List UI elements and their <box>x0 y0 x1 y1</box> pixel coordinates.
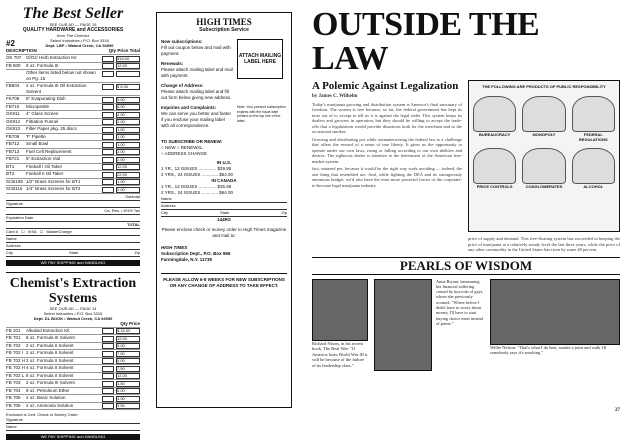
qty-field[interactable] <box>102 172 114 178</box>
chemist-see-ad: SEE OUR AD — PAGE 14 <box>49 305 97 311</box>
article-paragraph-2: Growing and distributing pot while outmaneuvering the federal law is a challenge that offers the reward of a sense of true liberty. It gives us the opportunity to operate under our own laws, rising or falling according to our own abilities and desires. The righteous dealer is attentive to the betterment of the American free-market system. <box>312 136 462 164</box>
item-description: 5" Extraction Vial <box>26 156 61 161</box>
item-code: FB 702 I <box>6 350 24 355</box>
table-row <box>6 104 140 112</box>
item-description: 8 oz. Formula III <box>26 62 59 68</box>
item-price: 4.00 <box>116 396 140 402</box>
mail-line-2: Farmingdale, N.Y. 11735 <box>161 257 213 262</box>
qty-field[interactable] <box>102 351 114 357</box>
item-price: 2.00 <box>116 157 140 163</box>
sub-address-line[interactable]: Address <box>161 203 287 210</box>
chemist-address: Select Industries • P.O. Box 3316 <box>43 310 103 316</box>
chemist-name-line[interactable]: Name <box>6 424 140 431</box>
item-price: 12.00 <box>116 164 140 170</box>
item-code: FB 702 <box>6 342 21 348</box>
item-code: FB709 <box>6 133 20 139</box>
sub-zip-label: Zip <box>281 210 287 215</box>
table-row <box>6 350 140 358</box>
canada-heading: IN CANADA <box>211 178 237 183</box>
table-row <box>6 358 140 366</box>
cartoon-figure <box>473 148 516 189</box>
cartoon-label-2: MONOPOLY <box>532 132 556 137</box>
change-address-text: Please attach mailing label and fill out form below giving new address. <box>161 89 232 100</box>
item-price: 7.50 <box>116 366 140 372</box>
mail-line-1: Subscription Dept., P.O. Box 965 <box>161 251 231 256</box>
table-row <box>6 141 140 149</box>
item-price: 6.00 <box>116 104 140 110</box>
article-paragraph-4: price of supply and demand. This free-floating system has succeeded in keeping the price of marijuana at a relatively steady level the last three years, while the price of any other commodity in the United States has risen by some 40 percent. <box>468 236 620 252</box>
item-code: OK 707 <box>6 55 22 60</box>
item-description: 2 oz. Formula II Solvent <box>26 357 74 363</box>
pearls-heading: PEARLS OF WISDOM <box>312 257 620 275</box>
cartoon-caption: THE FOLLOWING ARE PRODUCTS OF PUBLIC RESPONSIBILITY <box>482 84 606 89</box>
cartoon-figure <box>522 96 565 142</box>
option-renewal-label: RENEWAL <box>180 145 203 150</box>
qty-field[interactable] <box>102 142 114 148</box>
qty-header: Qty Price Total <box>108 48 140 53</box>
canada-rate-1[interactable]: 1 YR., 12 ISSUES .............. $35.95 <box>161 184 232 189</box>
item-description: 8 oz. Formula II Solvent <box>26 372 74 378</box>
table-row <box>6 149 140 157</box>
item-code: FK708 <box>6 96 20 101</box>
table-row <box>6 156 140 164</box>
item-code: FB604 <box>6 83 20 88</box>
enclose-note: Please enclose check or money order to High Times magazine and mail to: <box>161 227 287 238</box>
item-price: 1.00 <box>116 179 140 185</box>
item-code: FB 702 H <box>6 365 26 370</box>
item-code: FB 705 <box>6 395 21 400</box>
signature-line[interactable]: Signature <box>6 201 140 208</box>
from-chemist: from The Chemist <box>57 33 89 38</box>
item-code: SCB108 <box>6 178 23 184</box>
item-price: 3.50 <box>116 403 140 409</box>
see-ad-note: SEE OUR AD — PAGE 15 <box>49 22 97 27</box>
item-code: FB 201 <box>6 327 21 333</box>
item-price: 5.00 <box>116 343 140 349</box>
city-line[interactable] <box>6 250 140 257</box>
qty-field[interactable] <box>102 71 114 77</box>
item-description: Filtration Funnel <box>26 118 59 124</box>
item-description: Alkaloid Extraction Kit <box>26 327 70 333</box>
item-description: Other items listed below not shown on Pg. 15 <box>26 70 96 81</box>
tax-line[interactable]: Ca. Res. • 6½% Tax <box>6 208 140 215</box>
qty-field[interactable] <box>102 119 114 125</box>
item-description: 8 oz. Petroleum Ether <box>26 387 70 393</box>
new-sub-heading: New subscriptions: <box>161 39 203 44</box>
item-code: GK812 <box>6 118 21 124</box>
item-price: $15.00 <box>116 56 140 62</box>
chemist-qty-header: Qty Price <box>120 320 140 326</box>
item-description: 'F' Pipette <box>26 133 46 139</box>
item-code: FB 701 <box>6 335 21 340</box>
weeks-notice: PLEASE ALLOW 6-8 WEEKS FOR NEW SUBSCRIPTIONS OR ANY CHANGE OF ADDRESS TO TAKE EFFECT. <box>161 273 287 289</box>
item-price: 1.00 <box>116 142 140 148</box>
nelson-photo <box>490 279 620 345</box>
item-description: 1/2" Brass Screens for BT1 <box>26 178 81 184</box>
subscribe-heading: TO SUBSCRIBE OR RENEW: <box>161 139 223 144</box>
qty-field[interactable] <box>102 403 114 409</box>
canada-rate-2[interactable]: 2 YRS., 24 ISSUES ............. $64.00 <box>161 190 233 195</box>
item-price: 7.50 <box>116 351 140 357</box>
expiration-line[interactable]: Expiration Date <box>6 215 140 222</box>
table-header <box>6 48 140 55</box>
cartoon-label-5: CONGLOMERATES <box>525 184 563 189</box>
qty-field[interactable] <box>102 373 114 379</box>
table-row <box>6 96 140 104</box>
item-price: 2.00 <box>116 187 140 193</box>
us-heading: IN U.S. <box>216 160 232 165</box>
qty-field[interactable] <box>102 366 114 372</box>
qty-field[interactable] <box>102 358 114 364</box>
item-code: SCB116 <box>6 186 23 191</box>
item-description: 2 oz. Formula III Solvent <box>26 380 75 385</box>
item-description: 2 oz. Basic Solution <box>26 395 66 400</box>
item-code: FB 800 <box>6 62 21 68</box>
high-times-title: HIGH TIMES <box>196 17 252 27</box>
renewals-heading: Renewals: <box>161 61 184 66</box>
nixon-photo <box>312 279 368 341</box>
mastercharge-label: MasterCharge <box>46 228 72 234</box>
qty-field[interactable] <box>102 134 114 140</box>
item-price: 1.00 <box>116 134 140 140</box>
cartoon-label-4: PRICE CONTROLS <box>476 184 513 189</box>
option-new-label: NEW <box>164 145 176 150</box>
qty-field[interactable] <box>102 343 114 349</box>
inquiries-heading: Inquiries and Complaints: <box>161 105 217 110</box>
tagline: QUALITY HARDWARE and ACCESSORIES <box>22 27 124 33</box>
item-description: 2 oz. Ammonia Solution <box>26 402 74 408</box>
total-line[interactable]: TOTAL <box>6 222 140 229</box>
table-row <box>6 335 140 343</box>
table-row <box>6 365 140 373</box>
table-row <box>6 179 140 187</box>
table-row <box>6 55 140 63</box>
table-row <box>6 395 140 403</box>
item-code: GK811 <box>6 111 20 116</box>
item-description: Fireball II Oil Taker <box>26 171 64 176</box>
item-description: Filter Paper pkg. 25 discs <box>26 126 77 131</box>
qty-field[interactable] <box>102 157 114 163</box>
item-description: 2 oz. Formula II Solvent <box>26 342 74 348</box>
card-line <box>6 229 140 236</box>
subtotal-line[interactable]: Subtotal <box>6 194 140 201</box>
qty-field[interactable] <box>102 56 114 62</box>
table-row <box>6 373 140 381</box>
inquiries-text: We can serve you better and faster if you enclose your mailing label with all correspondence. <box>161 111 231 128</box>
item-code: FB 704 <box>6 387 21 393</box>
cartoon-figure <box>473 96 516 142</box>
item-price: $ 6.00 <box>116 84 140 90</box>
table-row <box>6 70 140 83</box>
qty-field[interactable] <box>102 84 114 90</box>
item-code: BT1 <box>6 163 15 169</box>
us-rate-1[interactable]: 1 YR., 12 ISSUES .............. $29.95 <box>161 166 232 171</box>
badge: #2 <box>6 38 15 48</box>
item-price: 12.00 <box>116 63 140 69</box>
chemist-shipping-banner: WE PAY SHIPPING and HANDLING <box>6 434 140 440</box>
high-times-subtitle: Subscription Service <box>199 27 249 33</box>
item-description: 6" Evaporating Dish <box>26 96 66 101</box>
cartoon-figure <box>572 96 615 142</box>
visa-checkbox[interactable]: ☐ <box>21 228 25 234</box>
item-code: GK813 <box>6 126 21 131</box>
article-title: A Polemic Against Legalization <box>312 80 459 92</box>
order-rows <box>6 55 140 194</box>
item-description: 2 oz. Formula II Solvent <box>26 350 74 355</box>
table-row <box>6 388 140 396</box>
table-row <box>6 403 140 411</box>
item-price: 22.00 <box>116 172 140 178</box>
item-code: FB 702 L <box>6 372 25 378</box>
table-row <box>6 134 140 142</box>
article-column <box>302 0 630 420</box>
item-description: 1/4" Brass Screens for BT2 <box>26 186 81 191</box>
subscription-card <box>156 12 292 408</box>
qty-field[interactable] <box>102 97 114 103</box>
item-description: Fireball I Oil Taker <box>26 163 63 169</box>
mail-title: HIGH TIMES <box>161 245 188 250</box>
table-row <box>6 186 140 194</box>
item-code: BT2 <box>6 171 15 176</box>
qty-field[interactable] <box>102 179 114 185</box>
article-headline: OUTSIDE THE LAW <box>312 6 540 77</box>
bryant-photo <box>374 279 432 371</box>
item-code: FB721 <box>6 156 20 161</box>
item-code: FB 702 H <box>6 357 26 363</box>
item-price: 12.00 <box>116 373 140 379</box>
qty-field[interactable] <box>102 112 114 118</box>
change-address-heading: Change of Address: <box>161 83 204 88</box>
article-byline: by James C. Wilhelm <box>312 94 358 99</box>
cartoon-figure <box>522 148 565 189</box>
chemist-rows <box>6 328 140 411</box>
item-price: 12.00 <box>116 336 140 342</box>
chemist-signature-line[interactable]: Signature <box>6 417 140 424</box>
article-paragraph-1: Today's marijuana growing and distribution system is America's final sanctuary of freedom. The system is free because, so far, the federal government has kept its nose out of it, except to tell us it is against the legal order. This system keeps its dealers and growers in operation, but they should be willing to accept the trade-offs that a legalization would provide disastrous both for the merchant and to the occasional smoker. <box>312 101 462 134</box>
item-price: $ 15.00 <box>116 328 140 334</box>
item-description: 8 oz. Formula III Solvent <box>26 335 75 340</box>
item-code: FB713 <box>6 148 20 154</box>
table-row <box>6 171 140 179</box>
item-price: 2.00 <box>116 119 140 125</box>
cartoon-label-3: FEDERAL REGULATIONS <box>578 132 608 142</box>
qty-field[interactable] <box>102 104 114 110</box>
item-price: 3.50 <box>116 381 140 387</box>
item-code <box>6 70 26 82</box>
qty-field[interactable] <box>102 388 114 394</box>
cartoon-label-6: ALCOHOL <box>583 184 604 189</box>
cartoon-figure <box>572 148 615 189</box>
qty-field[interactable] <box>102 187 114 193</box>
chemist-title: Chemist's Extraction Systems <box>6 272 140 306</box>
item-description: O/Oz/ Herb Extraction Kit <box>26 55 77 60</box>
table-row <box>6 328 140 336</box>
visa-label: VISA <box>27 228 37 234</box>
table-row <box>6 63 140 71</box>
item-code: FB710 <box>6 103 20 109</box>
table-row <box>6 380 140 388</box>
qty-field[interactable] <box>102 127 114 133</box>
qty-field[interactable] <box>102 164 114 170</box>
table-row <box>6 343 140 351</box>
renewals-text: Please attach mailing label and mail with payment. <box>161 67 233 78</box>
sub-state-label: State <box>219 210 230 215</box>
item-description: Small Bowl <box>26 141 49 146</box>
sub-city-label: City <box>161 210 168 215</box>
expiry-note: Note: Your present subscription expires with the issue date printed on the top line of the label. <box>237 105 286 123</box>
mailing-label-box[interactable]: ATTACH MAILING LABEL HERE <box>237 39 283 79</box>
item-description: 4" Glass Screen <box>26 111 59 116</box>
table-row <box>6 119 140 127</box>
item-price: 4.00 <box>116 112 140 118</box>
qty-field[interactable] <box>102 328 114 334</box>
enclosed-note: Enclosed is Cert. Check or Money Order <box>6 412 78 417</box>
sub-name-line[interactable]: Name <box>161 196 287 203</box>
zip-label: Zip <box>134 249 140 255</box>
chemist-header <box>6 321 140 328</box>
city-label: City <box>6 249 13 255</box>
sub-city-line[interactable] <box>161 210 287 217</box>
qty-field[interactable] <box>102 396 114 402</box>
qty-field[interactable] <box>102 149 114 155</box>
item-code: FB 706 <box>6 402 21 408</box>
address-line[interactable]: Address <box>6 243 140 250</box>
item-price <box>116 71 140 77</box>
article-paragraph-3: fact, untaxed per, because it would be the right way work avoiding — indeed, the one thing that resembled are. And, while fighting the DEA and its outrageously enormous budget, we'd also have the even more powerful forces of the corporate-to-become legal marijuana industry. <box>312 166 462 188</box>
card-label: Card # <box>6 228 19 234</box>
order-forms-column <box>0 0 146 439</box>
new-sub-text: Fill out coupon below and mail with payment. <box>161 45 231 56</box>
item-price: 5.00 <box>116 358 140 364</box>
qty-field[interactable] <box>102 63 114 69</box>
table-row <box>6 164 140 172</box>
item-price: 5.00 <box>116 97 140 103</box>
item-price: 2.00 <box>116 149 140 155</box>
option-address-label: ADDRESS CHANGE <box>164 151 207 156</box>
dept: Dept. LBF • Walnut Creek, CA 94596 <box>45 43 114 48</box>
desc-header: DESCRIPTION <box>6 48 37 53</box>
shipping-banner: WE PAY SHIPPING and HANDLING <box>6 260 140 266</box>
page-number: 27 <box>615 408 620 413</box>
subscription-column <box>150 0 298 420</box>
qty-field[interactable] <box>102 381 114 387</box>
bryant-quote: Anita Bryant, bemoaning her financial suffering caused by boycotts of gays, whom she previously scorned: "Where before I didn't have to worry about money, I'll have to start buying choice meat instead of prime." <box>436 278 484 326</box>
nixon-quote: Richard Nixon, in his recent book, The Real War: "If America loses World War III it will be because of the failure of its leadership class." <box>312 340 368 368</box>
item-price: 1.50 <box>116 127 140 133</box>
table-row <box>6 126 140 134</box>
item-description: 4 oz. Formula II Solvent <box>26 365 74 370</box>
address: Select Industries • P.O. Box 3316 <box>50 38 109 43</box>
table-row <box>6 83 140 96</box>
item-description: 2 oz. Formula III Oil Extraction Solvent <box>26 83 87 94</box>
state-label: State <box>68 249 79 255</box>
cartoon-label-1: BUREAUCRACY <box>478 132 511 137</box>
option-address[interactable]: ○ ADDRESS CHANGE <box>161 151 207 156</box>
option-new[interactable]: ○ NEW ○ RENEWAL <box>161 145 203 150</box>
us-rate-2[interactable]: 2 YRS., 24 ISSUES ............. $54.00 <box>161 172 233 177</box>
cartoon-panel <box>468 80 620 232</box>
item-price: 5.00 <box>116 388 140 394</box>
mastercharge-checkbox[interactable]: ☐ <box>39 228 44 234</box>
sub-code: 144RS <box>217 217 231 222</box>
item-description: Micropestle <box>26 103 50 109</box>
best-seller-logo: The Best Seller <box>22 5 124 22</box>
item-description: Fuel Cell Replacement <box>26 148 72 154</box>
table-row <box>6 111 140 119</box>
item-code: FB 703 <box>6 380 21 385</box>
nelson-quote: Willie Nelson: "That's what I do best, smoke a joint and walk 18 somebody says it's smoking." <box>490 344 607 355</box>
item-code: FB712 <box>6 141 20 146</box>
name-line[interactable]: Name <box>6 236 140 243</box>
qty-field[interactable] <box>102 336 114 342</box>
chemist-dept: Dept. DL BOOK • Walnut Creek, CA 94596 <box>33 315 113 321</box>
